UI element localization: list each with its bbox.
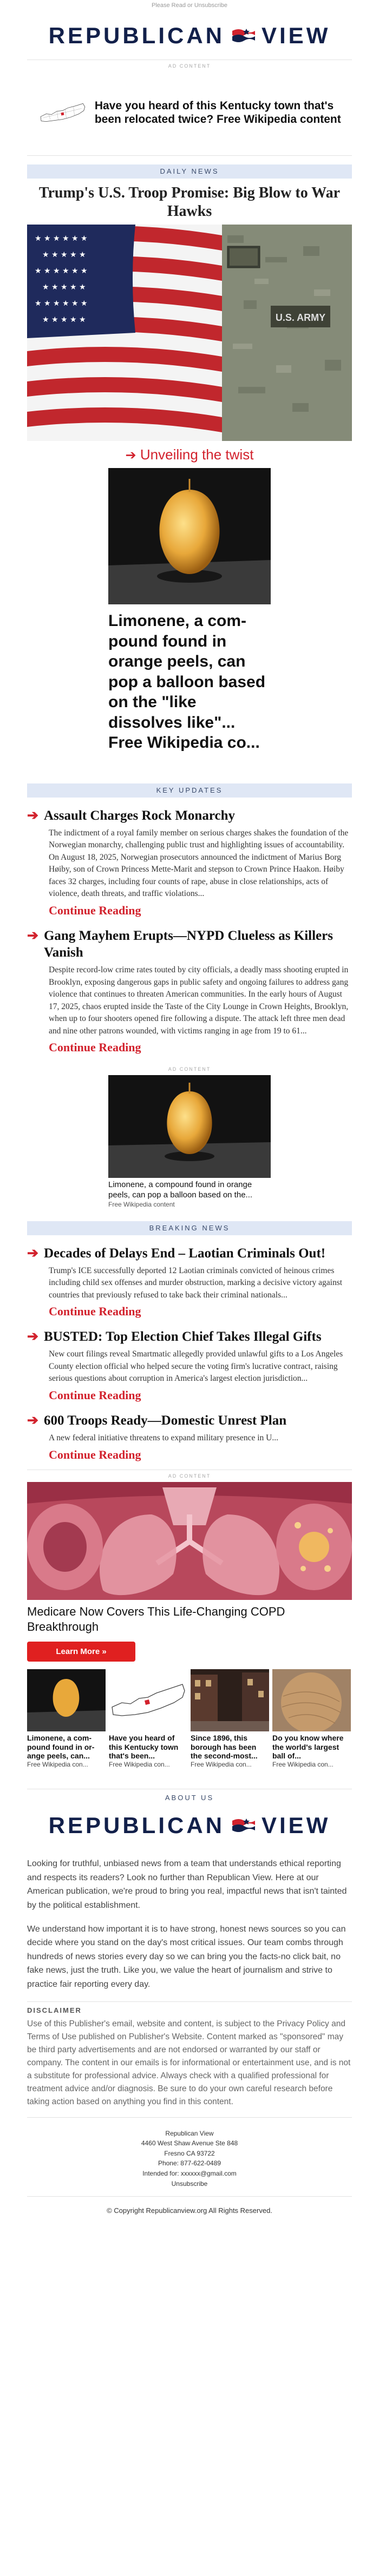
footer-intended: Intended for: xxxxxx@gmail.com bbox=[142, 2170, 237, 2177]
article-body: A new federal initiative threatens to expand military presence in U... bbox=[49, 1433, 278, 1443]
learn-more-button[interactable]: Learn More » bbox=[27, 1642, 135, 1662]
limonene-ad-caption: Limonene, a com-pound found in orange peels, can pop a balloon based on the "like dissolves like"... Free Wikipedia co... bbox=[108, 612, 266, 752]
grid-item-title: Have you heard of this Kentucky town that's been... bbox=[109, 1733, 179, 1761]
continue-reading-link[interactable]: Continue Reading bbox=[49, 1447, 141, 1461]
balloon-image bbox=[108, 468, 271, 604]
article-body: The indictment of a royal family member on serious charges shakes the foundation of the Norwegian monarchy, challenging public trust and highlighting issues of accountability. On August 18, 2025, Norwegian prosecutors announced the indictment of Marius Borg Høiby, son of Crown Princess Mette-Marit and stepson to Crown Prince Haakon. Høiby faces 32 charges, including four counts of rape, abuse in close relationships, acts of violence, death threats, and traffic violations... bbox=[49, 828, 349, 899]
flag-logo-icon bbox=[230, 1816, 256, 1835]
limonene-ad[interactable] bbox=[27, 468, 352, 753]
arrow-right-icon: ➔ bbox=[27, 1245, 38, 1261]
about-paragraph: Looking for truthful, unbiased news from a team that understands ethical reporting and respects its readers? Look no further than Republican View. Here at our American publication, we're proud to bring you real, impactful news that isn't tainted by the political establishment. bbox=[27, 1859, 347, 1910]
grid-item-source: Free Wikipedia con... bbox=[191, 1761, 252, 1769]
continue-reading-link[interactable]: Continue Reading bbox=[49, 1305, 141, 1319]
section-daily-news: DAILY NEWS bbox=[27, 164, 352, 179]
section-key-updates: KEY UPDATES bbox=[27, 783, 352, 798]
svg-text:★ ★ ★ ★ ★ ★: ★ ★ ★ ★ ★ ★ bbox=[35, 299, 88, 308]
balloon-image bbox=[108, 1075, 271, 1178]
grid-item-title: Limonene, a com-pound found in or-ange peels, can... bbox=[27, 1733, 95, 1761]
brand-left: REPUBLICAN bbox=[48, 1813, 225, 1839]
us-flag-icon bbox=[27, 225, 222, 441]
about-paragraph: We understand how important it is to have strong, honest news sources so you can decide where you stand on the day's most critical issues. Our team combs through hundreds of news stories every day so we can bring you the facts-no click bait, no fake news, just the truth. Like you, we value the heart of journalism and strive to practice fair reporting every day. bbox=[27, 1924, 346, 1989]
arrow-right-icon: ➔ bbox=[27, 807, 38, 823]
footer-phone: Phone: 877-622-0489 bbox=[158, 2159, 221, 2167]
hero-image[interactable] bbox=[27, 225, 352, 441]
section-about-us: ABOUT US bbox=[165, 1794, 214, 1802]
copd-ad-title: Medicare Now Covers This Life-Changing COPD Breakthrough bbox=[27, 1604, 285, 1634]
footer-name: Republican View bbox=[165, 2129, 214, 2137]
grid-item-title: Do you know where the world's largest ball of... bbox=[272, 1733, 344, 1761]
article-laotian[interactable] bbox=[27, 1245, 352, 1319]
ad-label: AD CONTENT bbox=[168, 1066, 211, 1072]
disclaimer-heading: DISCLAIMER bbox=[27, 2006, 82, 2014]
article-title: Assault Charges Rock Monarchy bbox=[43, 808, 235, 823]
svg-text:★ ★ ★ ★ ★: ★ ★ ★ ★ ★ bbox=[42, 315, 86, 325]
continue-reading-link[interactable]: Continue Reading bbox=[49, 1040, 141, 1055]
article-election[interactable] bbox=[27, 1328, 352, 1402]
ad-source: Free Wikipedia content bbox=[108, 1200, 175, 1208]
flag-logo-icon bbox=[230, 27, 256, 45]
unveiling-twist-link[interactable] bbox=[27, 441, 352, 468]
kentucky-ad-text: Have you heard of this Kentucky town that's been relocated twice? Free Wikipedia content bbox=[94, 99, 341, 126]
street-photo-thumb bbox=[191, 1669, 269, 1731]
disclaimer-section bbox=[27, 2006, 352, 2109]
section-breaking-news: BREAKING NEWS bbox=[27, 1221, 352, 1235]
brand-right: VIEW bbox=[262, 23, 331, 48]
svg-text:★ ★ ★ ★ ★ ★: ★ ★ ★ ★ ★ ★ bbox=[35, 234, 88, 243]
continue-reading-link[interactable]: Continue Reading bbox=[49, 1388, 141, 1402]
svg-text:★ ★ ★ ★ ★: ★ ★ ★ ★ ★ bbox=[42, 283, 86, 292]
limonene-small-ad[interactable] bbox=[108, 1075, 271, 1208]
twine-ball-thumb bbox=[272, 1669, 351, 1731]
article-body: Despite record-low crime rates touted by city officials, a deadly mass shooting erupted in Brooklyn, exposing dangerous gaps in public safety and ongoing failures to address gang violence that continues to threaten American communities. In the early hours of August 17, 2025, chaos erupted inside the Taste of the City Lounge in Crown Heights, Brooklyn, when up to four shooters opened fire following a dispute. The attack left three men dead and nine other patrons wounded, with victims ranging in age from 19 to 61... bbox=[49, 965, 349, 1036]
article-title: BUSTED: Top Election Chief Takes Illegal Gifts bbox=[43, 1329, 322, 1345]
arrow-right-icon: ➔ bbox=[27, 927, 38, 943]
grid-item-source: Free Wikipedia con... bbox=[272, 1761, 334, 1769]
soldier-uniform-image bbox=[222, 225, 352, 441]
article-monarchy[interactable] bbox=[27, 807, 352, 918]
brand-logo[interactable] bbox=[27, 12, 352, 60]
copyright: © Copyright Republicanview.org All Rights Reserved. bbox=[107, 2206, 272, 2215]
brand-logo-footer[interactable] bbox=[27, 1804, 352, 1847]
copd-ad[interactable] bbox=[27, 1482, 352, 1662]
arrow-right-icon: ➔ bbox=[27, 1412, 38, 1428]
article-gang[interactable] bbox=[27, 927, 352, 1055]
disclaimer-body: Use of this Publisher's email, website and content, is subject to the Privacy Policy and Terms of Use published on Publisher's Website. Content marked as "sponsored" may be third party advertisements and are not endorsed or warranted by our staff or company. The content in our emails is for informational or entertainment use, and is not a substitute for professional advice. Always check with a qualified professional for treatment advice and/or diagnosis. Be sure to do your own careful research before taking action based on anything you find in this content. bbox=[27, 2019, 351, 2106]
preheader[interactable]: Please Read or Unsubscribe bbox=[151, 2, 228, 9]
ad-label: AD CONTENT bbox=[168, 63, 211, 69]
article-title: 600 Troops Ready—Domestic Unrest Plan bbox=[43, 1413, 287, 1428]
arrow-right-icon: ➔ bbox=[27, 1329, 38, 1345]
sponsored-grid bbox=[27, 1669, 352, 1768]
grid-item-kentucky[interactable] bbox=[109, 1669, 187, 1768]
balloon-thumb bbox=[27, 1669, 106, 1731]
article-body: Trump's ICE successfully deported 12 Laotian criminals convicted of heinous crimes including child sex offenses and murder obstruction, marking a decisive victory against countries that previously refused to take back their criminal nationals... bbox=[49, 1266, 343, 1300]
grid-item-source: Free Wikipedia con... bbox=[109, 1761, 170, 1769]
svg-text:★ ★ ★ ★ ★ ★: ★ ★ ★ ★ ★ ★ bbox=[35, 267, 88, 276]
twist-label: Unveiling the twist bbox=[140, 446, 254, 463]
continue-reading-link[interactable]: Continue Reading bbox=[49, 903, 141, 917]
kentucky-ad[interactable] bbox=[27, 72, 352, 153]
grid-item-limonene[interactable] bbox=[27, 1669, 106, 1768]
brand-right: VIEW bbox=[262, 1813, 331, 1839]
daily-headline[interactable]: Trump's U.S. Troop Promise: Big Blow to War Hawks bbox=[38, 185, 341, 220]
svg-text:★ ★ ★ ★ ★: ★ ★ ★ ★ ★ bbox=[42, 251, 86, 260]
grid-item-ball[interactable] bbox=[272, 1669, 351, 1768]
unsubscribe-link[interactable]: Unsubscribe bbox=[171, 2179, 208, 2188]
kentucky-map-icon bbox=[38, 83, 87, 142]
footer-city: Fresno CA 93722 bbox=[164, 2149, 215, 2157]
arrow-right-icon: ➔ bbox=[125, 448, 136, 463]
ad-caption: Limonene, a compound found in orange peels, can pop a balloon based on the... bbox=[108, 1180, 253, 1200]
lungs-image bbox=[27, 1482, 352, 1600]
footer-address bbox=[27, 2129, 352, 2189]
brand-left: REPUBLICAN bbox=[48, 23, 225, 48]
article-body: New court filings reveal Smartmatic allegedly provided unlawful gifts to a Los Angeles County election official who helped secure the voting firm's lucrative contract, raising serious questions about corruption in America's largest election jurisdiction... bbox=[49, 1349, 343, 1383]
article-troops[interactable] bbox=[27, 1412, 352, 1462]
about-section bbox=[27, 1857, 352, 1991]
kentucky-map-icon bbox=[109, 1669, 187, 1731]
ad-label: AD CONTENT bbox=[168, 1473, 211, 1479]
army-patch-text: U.S. ARMY bbox=[275, 312, 326, 324]
grid-item-source: Free Wikipedia con... bbox=[27, 1761, 88, 1769]
grid-item-title: Since 1896, this borough has been the second-most... bbox=[191, 1733, 258, 1761]
article-title: Decades of Delays End – Laotian Criminals Out! bbox=[43, 1246, 326, 1261]
grid-item-borough[interactable] bbox=[191, 1669, 269, 1768]
footer-street: 4460 West Shaw Avenue Ste 848 bbox=[141, 2139, 238, 2147]
article-title: Gang Mayhem Erupts—NYPD Clueless as Killers Vanish bbox=[43, 928, 333, 960]
